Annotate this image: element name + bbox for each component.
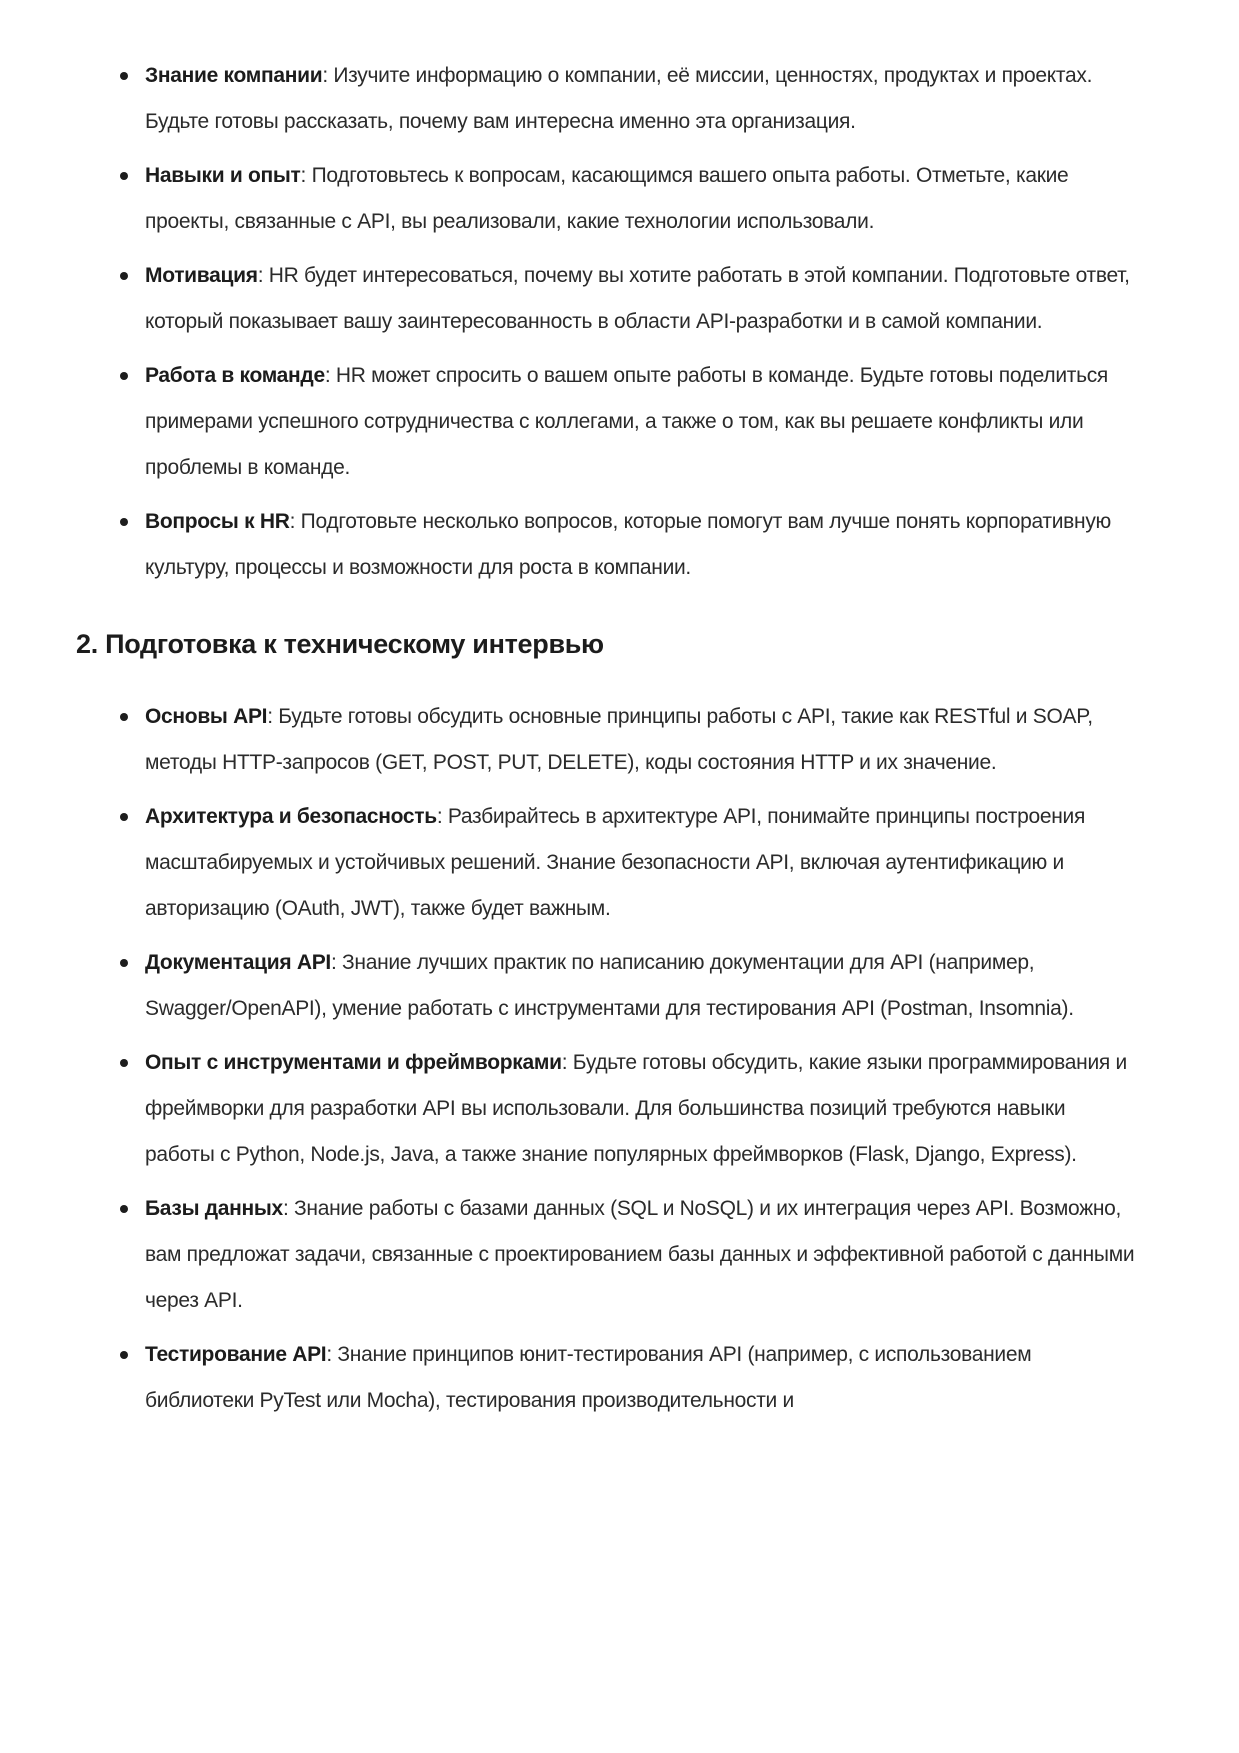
list-item-text: : HR может спросить о вашем опыте работы в команде. Будьте готовы поделиться примерами успешного сотрудничества с коллегами, а также о том, как вы решаете конфликты или проблемы в команде. xyxy=(145,364,1108,479)
document-page xyxy=(76,0,1166,1424)
bullet-marker xyxy=(120,372,128,380)
bullet-marker xyxy=(120,518,128,526)
list-item-lead: Работа в команде xyxy=(145,364,325,387)
list-item-lead: Тестирование API xyxy=(145,1343,327,1366)
list-item xyxy=(76,153,1135,245)
list-item xyxy=(76,940,1135,1032)
bullet-marker xyxy=(120,272,128,280)
list-item-text: : Будьте готовы обсудить основные принципы работы с API, такие как RESTful и SOAP, методы HTTP-запросов (GET, POST, PUT, DELETE), коды состояния HTTP и их значение. xyxy=(145,705,1093,774)
list-item-lead: Опыт с инструментами и фреймворками xyxy=(145,1051,562,1074)
list-item xyxy=(76,253,1135,345)
hr-interview-list xyxy=(76,53,1166,591)
list-item-text: : Подготовьтесь к вопросам, касающимся вашего опыта работы. Отметьте, какие проекты, связанные с API, вы реализовали, какие технологии использовали. xyxy=(145,164,1069,233)
section-heading-technical-interview: 2. Подготовка к техническому интервью xyxy=(76,629,604,659)
bullet-marker xyxy=(120,959,128,967)
list-item xyxy=(76,1040,1135,1178)
list-item-lead: Основы API xyxy=(145,705,268,728)
list-item-lead: Навыки и опыт xyxy=(145,164,301,187)
bullet-marker xyxy=(120,813,128,821)
list-item-lead: Документация API xyxy=(145,951,331,974)
list-item xyxy=(76,499,1135,591)
bullet-marker xyxy=(120,1205,128,1213)
list-item-lead: Базы данных xyxy=(145,1197,283,1220)
list-item xyxy=(76,353,1135,491)
list-item xyxy=(76,1332,1135,1424)
list-item-text: : Разбирайтесь в архитектуре API, понимайте принципы построения масштабируемых и устойчивых решений. Знание безопасности API, включая аутентификацию и авторизацию (OAuth, JWT), также будет важным. xyxy=(145,805,1086,920)
list-item-text: : Знание принципов юнит-тестирования API (например, с использованием библиотеки PyTest или Mocha), тестирования производительности и xyxy=(145,1343,1032,1412)
list-item-lead: Мотивация xyxy=(145,264,258,287)
bullet-marker xyxy=(120,172,128,180)
list-item xyxy=(76,53,1135,145)
bullet-marker xyxy=(120,713,128,721)
list-item-lead: Вопросы к HR xyxy=(145,510,290,533)
list-item xyxy=(76,694,1135,786)
bullet-marker xyxy=(120,72,128,80)
list-item-text: : Знание работы с базами данных (SQL и NoSQL) и их интеграция через API. Возможно, вам предложат задачи, связанные с проектированием базы данных и эффективной работой с данными через API. xyxy=(145,1197,1135,1312)
list-item xyxy=(76,1186,1135,1324)
list-item-text: : Будьте готовы обсудить, какие языки программирования и фреймворки для разработки API вы использовали. Для большинства позиций требуются навыки работы с Python, Node.js, Java, а также знание популярных фреймворков (Flask, Django, Express). xyxy=(145,1051,1127,1166)
list-item-text: : Знание лучших практик по написанию документации для API (например, Swagger/OpenAPI), умение работать с инструментами для тестирования API (Postman, Insomnia). xyxy=(145,951,1074,1020)
list-item-text: : HR будет интересоваться, почему вы хотите работать в этой компании. Подготовьте ответ, который показывает вашу заинтересованность в области API-разработки и в самой компании. xyxy=(145,264,1130,333)
list-item-lead: Архитектура и безопасность xyxy=(145,805,437,828)
list-item-text: : Подготовьте несколько вопросов, которые помогут вам лучше понять корпоративную культуру, процессы и возможности для роста в компании. xyxy=(145,510,1111,579)
technical-interview-list xyxy=(76,694,1166,1424)
bullet-marker xyxy=(120,1059,128,1067)
list-item-lead: Знание компании xyxy=(145,64,323,87)
list-item xyxy=(76,794,1135,932)
list-item-text: : Изучите информацию о компании, её миссии, ценностях, продуктах и проектах. Будьте готовы рассказать, почему вам интересна именно эта организация. xyxy=(145,64,1093,133)
bullet-marker xyxy=(120,1351,128,1359)
